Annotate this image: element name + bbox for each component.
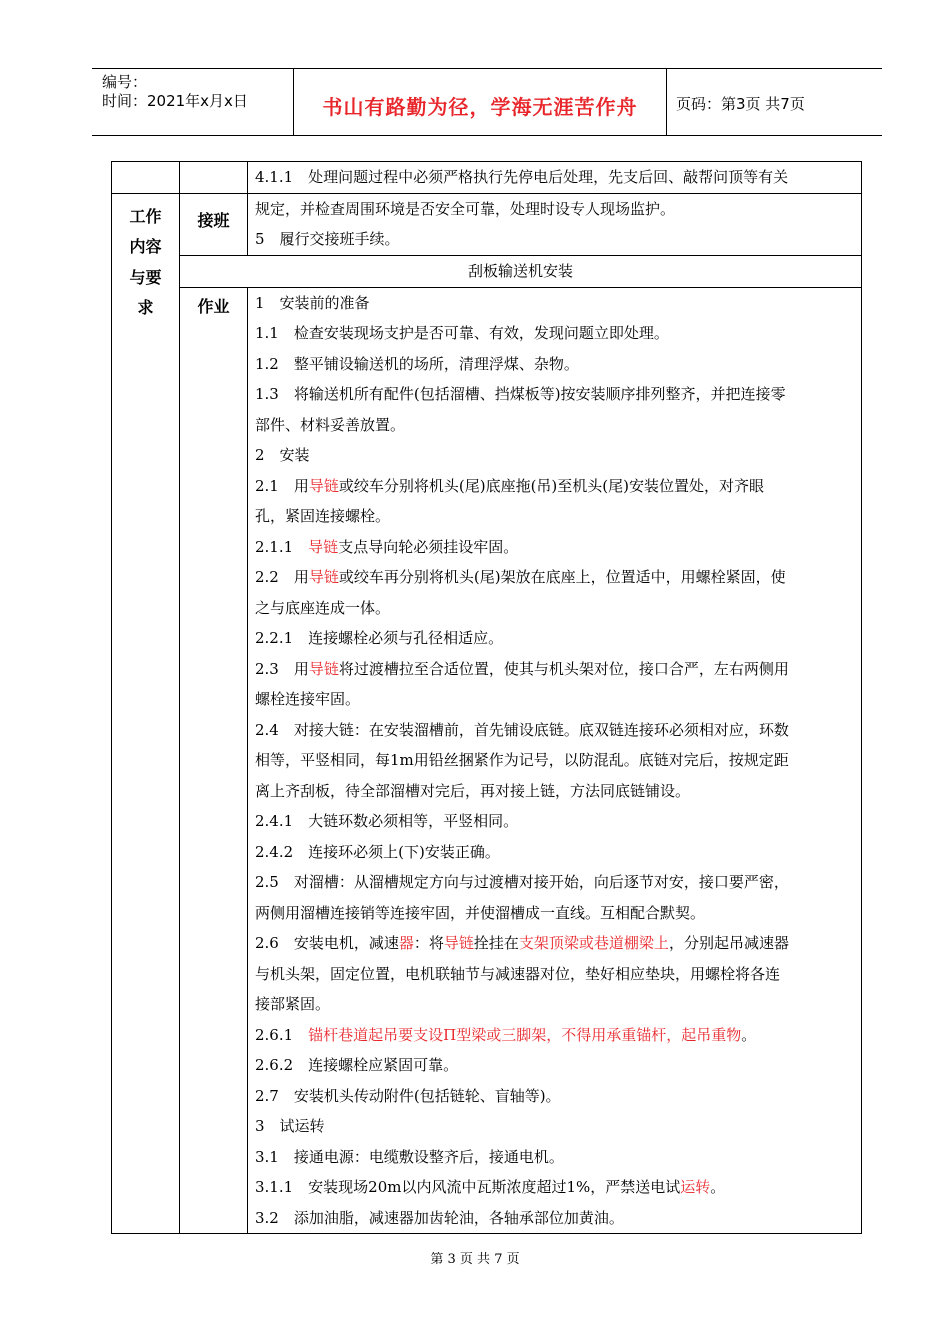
text-line (248, 349, 861, 380)
category-label-line: 与要 (129, 267, 162, 287)
text-segment: 支点导向轮必须挂设牢固。 (338, 537, 519, 556)
highlighted-text: 导链 (443, 934, 474, 952)
text-segment: 相等，平竖相同，每1m用铅丝捆紧作为记号，以防混乱。底链对完后，按规定距 (255, 751, 789, 769)
text-line (248, 440, 861, 471)
category-label-line: 内容 (129, 237, 162, 256)
text-line (248, 898, 861, 929)
work-label-cell (180, 287, 248, 1234)
handover-continued-cell (248, 162, 862, 194)
work-lines (248, 288, 861, 1234)
text-line (248, 776, 861, 807)
section-title-cell (180, 255, 862, 287)
text-line (248, 1111, 861, 1142)
category-label-line: 工作 (129, 206, 162, 226)
page-header (92, 68, 882, 136)
text-segment: 1.2 整平铺设输送机的场所，清理浮煤、杂物。 (255, 354, 579, 373)
section-title: 刮板输送机安装 (467, 261, 573, 280)
text-segment: 拴挂在 (473, 934, 519, 952)
text-segment: 2.6.2 连接螺栓应紧固可靠。 (255, 1056, 459, 1074)
text-segment: 将过渡槽拉至合适位置，使其与机头架对位，接口合严，左右两侧用 (338, 659, 789, 678)
text-segment: 。 (741, 1025, 757, 1044)
text-segment: 1.1 检查安装现场支护是否可靠、有效，发现问题立即处理。 (255, 324, 669, 342)
text-line (248, 471, 861, 502)
text-line (248, 593, 861, 624)
handover-content-cell (248, 193, 862, 255)
text-line (248, 745, 861, 776)
table-row (112, 255, 862, 287)
work-label: 作业 (197, 296, 230, 316)
text-segment: 螺栓连接牢固。 (255, 690, 361, 708)
category-label-cell (112, 193, 180, 1234)
text-segment: 离上齐刮板，待全部溜槽对完后，再对接上链，方法同底链铺设。 (255, 781, 691, 800)
text-line: 规定，并检查周围环境是否安全可靠，处理时设专人现场监护。 (255, 199, 676, 218)
blank-cell (112, 162, 180, 194)
text-segment: 。 (710, 1178, 726, 1196)
text-segment: 2.1 用 (255, 476, 309, 495)
highlighted-text: 运转 (680, 1178, 711, 1196)
text-segment: 与机头架，固定位置，电机联轴节与减速器对位，垫好相应垫块，用螺栓将各连 (255, 964, 781, 983)
highlighted-text: 导链 (308, 537, 339, 556)
text-segment: 2.2.1 连接螺栓必须与孔径相适应。 (255, 629, 504, 647)
text-line (248, 989, 861, 1020)
text-segment: 1.3 将输送机所有配件(包括溜槽、挡煤板等)按安装顺序排列整齐，并把连接零 (255, 385, 786, 403)
text-segment: 孔，紧固连接螺栓。 (255, 507, 391, 525)
text-line (248, 318, 861, 349)
text-segment: 3 试运转 (255, 1117, 325, 1135)
work-content-cell (248, 287, 862, 1234)
text-segment: 2.7 安装机头传动附件(包括链轮、盲轴等)。 (255, 1086, 561, 1105)
text-line (248, 684, 861, 715)
text-line (248, 806, 861, 837)
text-line (248, 623, 861, 654)
text-segment: ：将 (413, 934, 444, 952)
text-segment: 3.2 添加油脂，减速器加齿轮油，各轴承部位加黄油。 (255, 1208, 624, 1227)
highlighted-text: 导链 (308, 659, 339, 678)
text-line (248, 1081, 861, 1112)
text-line (248, 837, 861, 868)
text-segment: 2 安装 (255, 446, 310, 464)
text-segment: 2.4.1 大链环数必须相等，平竖相同。 (255, 812, 519, 830)
text-segment: 2.6 安装电机，减速 (255, 934, 399, 952)
text-segment: 2.6.1 (255, 1025, 309, 1044)
table-row (112, 193, 862, 255)
text-line (248, 1020, 861, 1051)
text-segment: 2.4.2 连接环必须上(下)安装正确。 (255, 842, 500, 861)
text-line (248, 379, 861, 410)
text-line (248, 410, 861, 441)
text-segment: 1 安装前的准备 (255, 293, 370, 312)
text-line (248, 288, 861, 319)
text-line (248, 867, 861, 898)
text-segment: 之与底座连成一体。 (255, 598, 391, 617)
text-line (248, 715, 861, 746)
text-line: 4.1.1 处理问题过程中必须严格执行先停电后处理，先支后回、敲帮问顶等有关 (255, 168, 789, 186)
text-line (248, 1142, 861, 1173)
header-motto: 书山有路勤为径，学海无涯苦作舟 (322, 95, 638, 119)
text-line (248, 532, 861, 563)
category-label (112, 202, 179, 324)
procedure-table (111, 161, 862, 1234)
text-line (248, 1172, 861, 1203)
highlighted-text: 器 (398, 934, 414, 952)
document-time-label: 时间：2021年x月x日 (102, 92, 248, 110)
text-line (248, 928, 861, 959)
header-page-info: 页码：第3页 共7页 (676, 95, 805, 113)
text-line (248, 562, 861, 593)
text-segment: 部件、材料妥善放置。 (255, 415, 406, 434)
text-line: 5 履行交接班手续。 (255, 230, 400, 248)
header-meta (102, 73, 248, 111)
highlighted-text: 锚杆巷道起吊要支设Π型梁或三脚架，不得用承重锚杆，起吊重物 (308, 1025, 742, 1044)
text-segment: 或绞车再分别将机头(尾)架放在底座上，位置适中，用螺栓紧固，使 (338, 568, 786, 586)
text-segment: 2.5 对溜槽：从溜槽规定方向与过渡槽对接开始，向后逐节对安，接口要严密， (255, 873, 789, 891)
text-segment: 2.2 用 (255, 568, 309, 586)
table-row (112, 162, 862, 194)
text-line (248, 654, 861, 685)
text-segment: 3.1.1 安装现场20m以内风流中瓦斯浓度超过1%，严禁送电试 (255, 1178, 681, 1196)
text-line (248, 1203, 861, 1234)
highlighted-text: 导链 (308, 568, 339, 586)
table-row (112, 287, 862, 1234)
text-segment: 或绞车分别将机头(尾)底座拖(吊)至机头(尾)安装位置处，对齐眼 (338, 476, 764, 495)
page-footer: 第 3 页 共 7 页 (430, 1252, 520, 1267)
text-segment: ，分别起吊减速器 (668, 934, 789, 952)
category-label-line: 求 (137, 298, 154, 317)
text-segment: 两侧用溜槽连接销等连接牢固，并使溜槽成一直线。互相配合默契。 (255, 903, 706, 922)
text-segment: 2.4 对接大链：在安装溜槽前，首先铺设底链。底双链连接环必须相对应，环数 (255, 720, 789, 739)
text-line (248, 959, 861, 990)
text-segment: 3.1 接通电源：电缆敷设整齐后，接通电机。 (255, 1147, 564, 1166)
text-segment: 2.1.1 (255, 537, 309, 556)
blank-cell (180, 162, 248, 194)
highlighted-text: 导链 (308, 476, 339, 495)
text-segment: 接部紧固。 (255, 995, 331, 1013)
header-divider (666, 69, 667, 135)
text-line (248, 501, 861, 532)
highlighted-text: 支架顶梁或巷道棚梁上 (518, 934, 669, 952)
document-number-label: 编号： (102, 73, 148, 91)
handover-label-cell (180, 193, 248, 255)
text-line (248, 1050, 861, 1081)
text-segment: 2.3 用 (255, 659, 309, 678)
handover-label: 接班 (197, 210, 230, 230)
